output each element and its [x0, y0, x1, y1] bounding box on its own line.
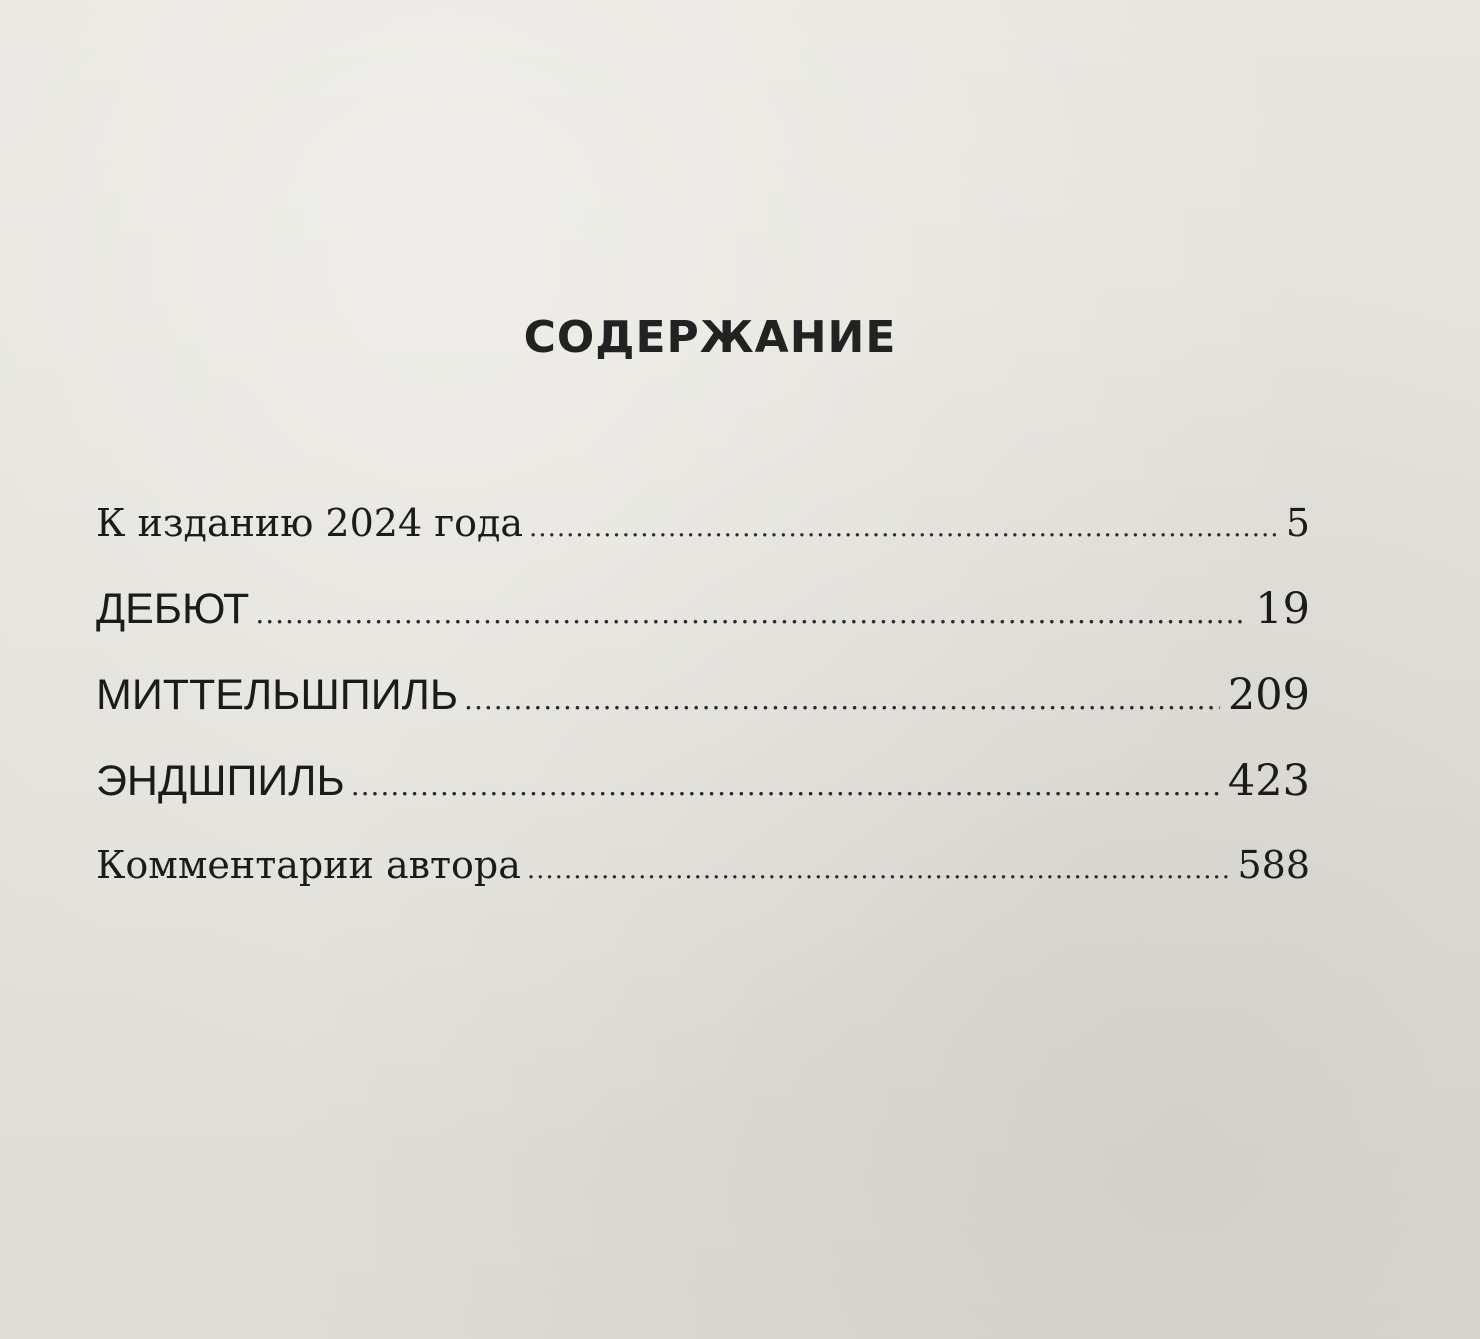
dot-leader [351, 755, 1220, 817]
toc-entry-middlegame [96, 664, 1310, 731]
toc-entry-foreword-2024 [96, 495, 1310, 556]
dot-leader [529, 500, 1278, 556]
toc-entry-label: К изданию 2024 года [96, 501, 524, 545]
toc-entry-label: Комментарии автора [96, 843, 521, 887]
toc-entry-page-number: 588 [1237, 843, 1310, 887]
toc-entry-label: ДЕБЮТ [96, 585, 250, 633]
toc-entry-page-number: 423 [1227, 756, 1310, 806]
toc-entry-label: ЭНДШПИЛЬ [96, 757, 345, 805]
toc-title: СОДЕРЖАНИЕ [523, 312, 897, 363]
dot-leader [464, 669, 1220, 731]
dot-leader [527, 842, 1230, 898]
toc-entry-endgame [96, 750, 1310, 817]
toc-entry-author-comments [96, 837, 1310, 898]
toc-entry-page-number: 209 [1227, 670, 1310, 720]
table-of-contents [96, 0, 1310, 1339]
dot-leader [255, 583, 1247, 645]
toc-entry-label: МИТТЕЛЬШПИЛЬ [96, 671, 459, 719]
toc-entry-debut [96, 578, 1310, 645]
toc-entry-page-number: 19 [1255, 584, 1310, 634]
toc-entry-page-number: 5 [1285, 501, 1310, 545]
